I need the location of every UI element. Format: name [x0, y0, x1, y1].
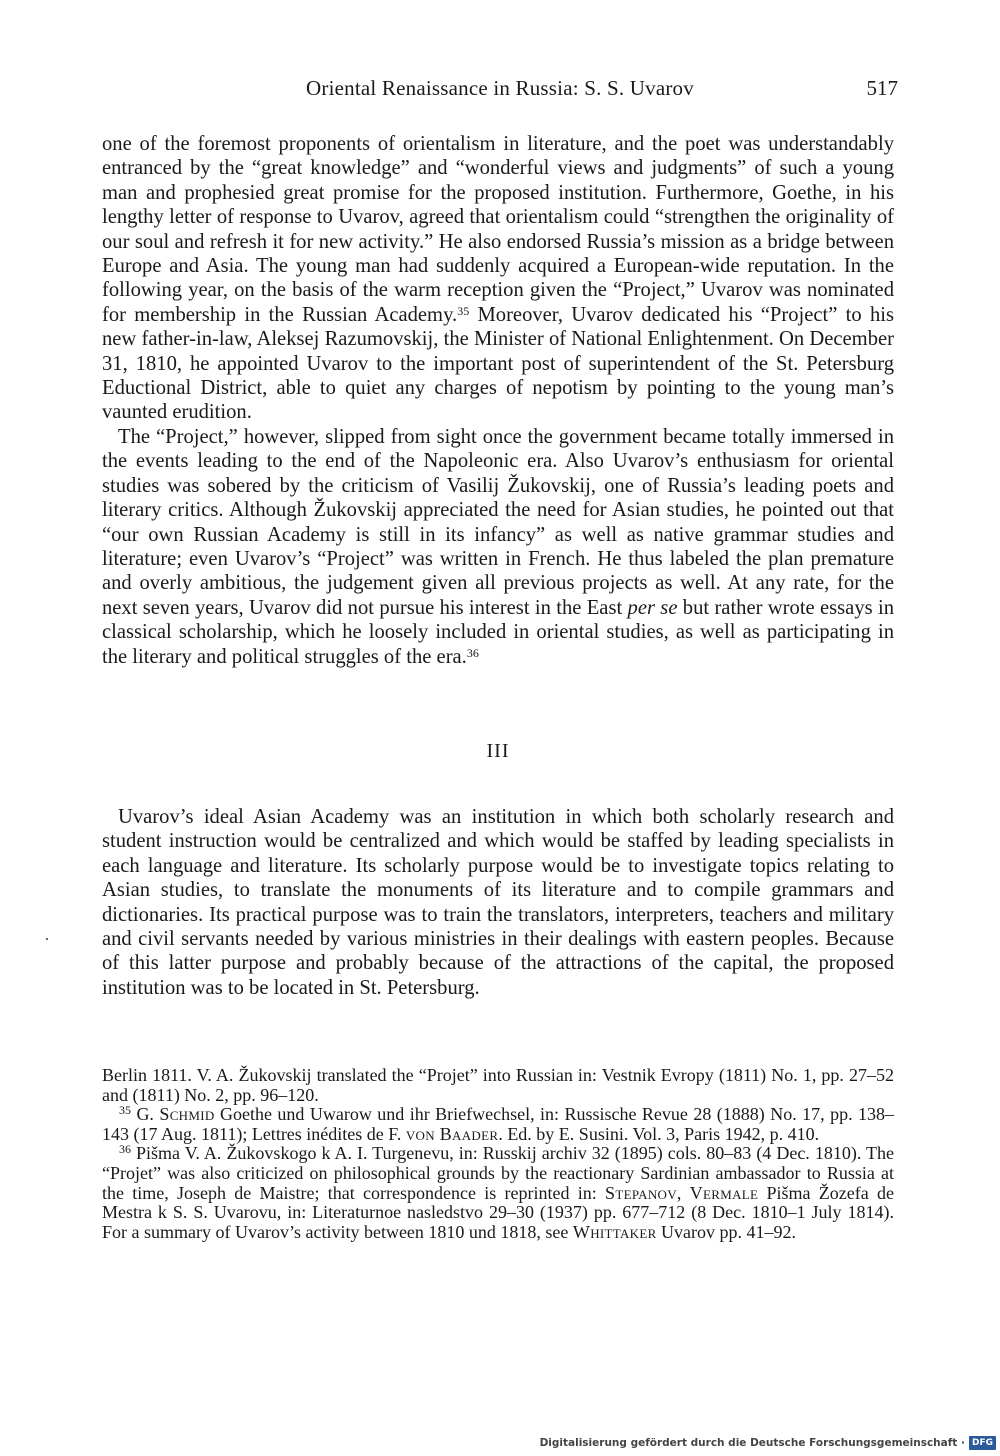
footnote-36-author-3: Whittaker	[572, 1221, 657, 1242]
page-number: 517	[866, 76, 898, 100]
footnote-36-author: Stepanov	[605, 1182, 677, 1203]
paragraph-1-text-cont: Moreover, Uvarov dedicated his “Project” to his new father-in-law, Aleksej Razumovskij, the Minister of National Enlightenment. On December 31, 1810, he appointed Uvarov to the important post of superintendent of the St. Petersburg Eductional District, able to quiet any charges of nepotism by pointing to the young man’s vaunted erudition.	[102, 303, 894, 424]
footnote-36-text-d: Uvarov pp. 41–92.	[656, 1221, 797, 1242]
footnote-36-text: Pišma V. A. Žukovskogo k A. I. Turgenevu, in: Russkij archiv 32 (1895) cols. 80–83 (4 Dec. 1810). The “Projet” was also criticized on philosophical grounds by the reactionary Sardinian ambassador to Russia at the time, Joseph de Maistre; that correspondence is reprinted in:	[102, 1143, 894, 1203]
footnote-35-text: G.	[131, 1104, 160, 1125]
footnotes	[102, 1066, 894, 1242]
footnote-36-author-2: Vermale	[689, 1182, 759, 1203]
scan-speck	[46, 938, 48, 940]
section-body	[102, 805, 894, 1000]
running-head	[102, 76, 898, 106]
paragraph-1	[102, 132, 894, 425]
dfg-logo: DFG	[969, 1436, 996, 1450]
footnote-35-text-b: Goethe und Uwarow und ihr Briefwechsel, in: Russische Revue 28 (1888) No. 17, pp. 138–143 (17 Aug. 1811); Lettres inédites de F.	[102, 1104, 895, 1144]
footnote-35-author: Schmid	[159, 1104, 215, 1125]
body-text	[102, 132, 894, 669]
section-heading: III	[486, 740, 510, 762]
footnote-35-number: 35	[119, 1103, 131, 1118]
running-title: Oriental Renaissance in Russia: S. S. Uvarov	[306, 76, 694, 100]
footnote-35	[102, 1105, 894, 1144]
digitization-credit	[540, 1434, 996, 1452]
section-paragraph-1: Uvarov’s ideal Asian Academy was an institution in which both scholarly research and student instruction would be centralized and which would be staffed by leading specialists in each language and literature. Its scholarly purpose would be to investigate topics relating to Asian studies, to translate the monuments of its literature and to compile grammars and dictionaries. Its practical purpose was to train the translators, interpreters, teachers and military and civil servants needed by various ministries in their dealings with eastern peoples. Because of this latter purpose and probably because of the attractions of the capital, the proposed institution was to be located in St. Petersburg.	[102, 806, 894, 999]
footnote-35-text-c: . Ed. by E. Susini. Vol. 3, Paris 1942, p. 410.	[498, 1123, 820, 1144]
footnote-continuation: Berlin 1811. V. A. Žukovskij translated the “Projet” into Russian in: Vestnik Evropy (1811) No. 1, pp. 27–52 and (1811) No. 2, pp. 96–120.	[102, 1065, 894, 1105]
paragraph-2-text: The “Project,” however, slipped from sight once the government became totally immersed in the events leading to the end of the Napoleonic era. Also Uvarov’s enthusiasm for oriental studies was sobered by the criticism of Vasilij Žukovskij, one of Russia’s leading poets and literary critics. Although Žukovskij appreciated the need for Asian studies, he pointed out that “our own Russian Academy is still in its infancy” as well as native grammar studies and literature; even Uvarov’s “Project” was written in French. He thus labeled the plan premature and overly ambitious, the judgement given all previous projects as well. At any rate, for the next seven years, Uvarov did not pursue his interest in the East	[102, 425, 894, 619]
paragraph-2	[102, 425, 894, 669]
footnote-ref-35: 35	[457, 303, 470, 318]
footnote-36-number: 36	[119, 1142, 131, 1157]
footnote-35-author-2: von Baader	[405, 1123, 499, 1144]
footnote-36	[102, 1144, 894, 1242]
footnote-ref-36: 36	[466, 645, 479, 660]
footnote-36-text-c: Pišma Žozefa de Mestra k S. S. Uvarovu, in: Literaturnoe nasledstvo 29–30 (1937) pp. 677–712 (8 Dec. 1810–1 July 1814). For a summary of Uvarov’s activity between 1810 und 1818, see	[102, 1182, 895, 1242]
paragraph-2-italic: per se	[627, 596, 678, 619]
credit-text: Digitalisierung gefördert durch die Deutsche Forschungsgemeinschaft ·	[539, 1437, 965, 1449]
footnote-36-sep: ,	[676, 1182, 690, 1203]
paragraph-2-text-cont: but rather wrote essays in classical scholarship, which he loosely included in oriental studies, as well as participating in the literary and political struggles of the era.	[102, 596, 894, 668]
paragraph-1-text: one of the foremost proponents of orientalism in literature, and the poet was understandably entranced by the “great knowledge” and “wonderful views and judgments” of such a young man and prophesied great promise for the proposed institution. Furthermore, Goethe, in his lengthy letter of response to Uvarov, agreed that orientalism could “strengthen the originality of our soul and refresh it for new activity.” He also endorsed Russia’s mission as a bridge between Europe and Asia. The young man had suddenly acquired a European-wide reputation. In the following year, on the basis of the warm reception given the “Project,” Uvarov was nominated for membership in the Russian Academy.	[102, 133, 894, 326]
